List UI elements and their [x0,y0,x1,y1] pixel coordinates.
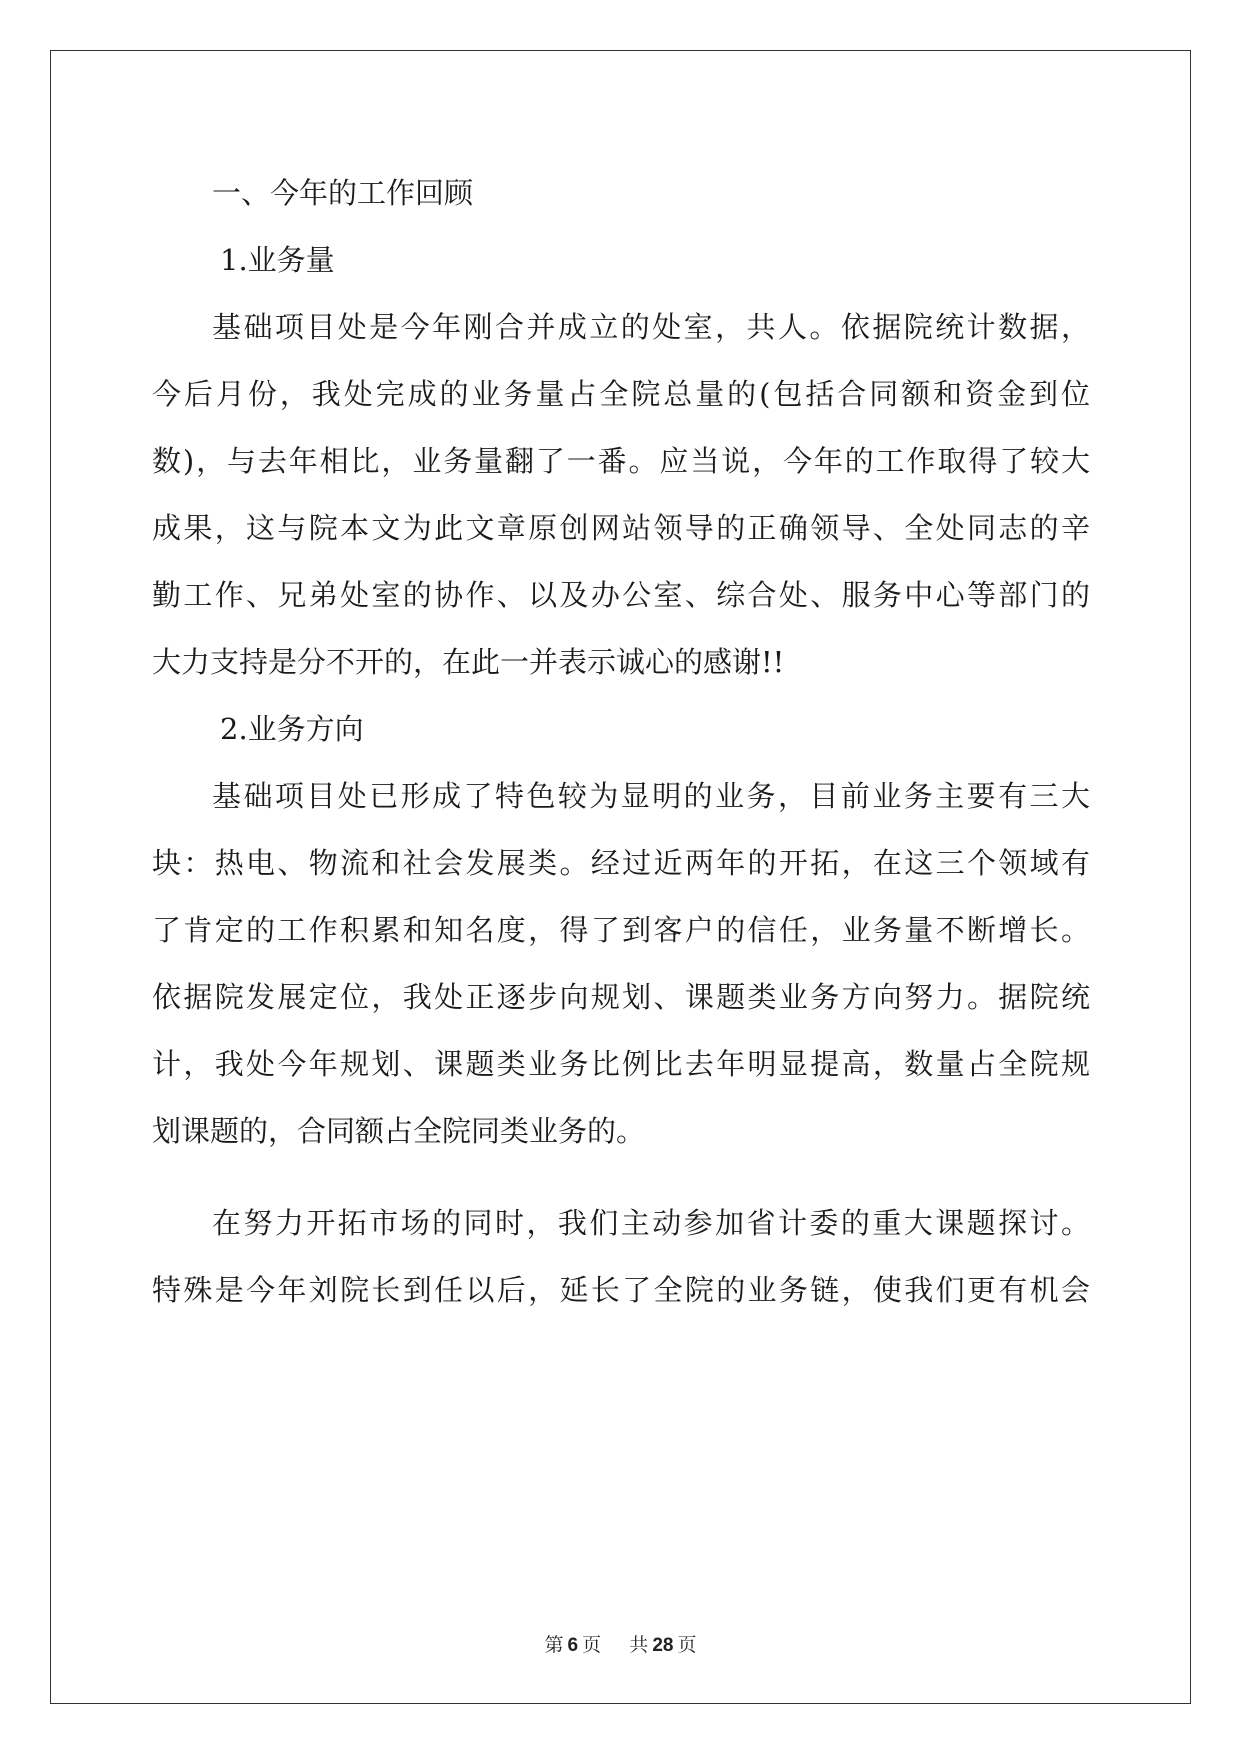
paragraph-line: 计，我处今年规划、课题类业务比例比去年明显提高，数量占全院规 [152,1047,1090,1081]
subsection-heading: 2.业务方向 [220,712,364,746]
total-pages: 28 [652,1635,674,1656]
total-suffix: 页 [677,1634,697,1656]
paragraph-line: 勤工作、兄弟处室的协作、以及办公室、综合处、服务中心等部门的 [152,578,1090,612]
paragraph-line: 数)，与去年相比，业务量翻了一番。应当说，今年的工作取得了较大 [152,444,1090,478]
page-suffix: 页 [582,1634,602,1656]
paragraph-line: 基础项目处已形成了特色较为显明的业务，目前业务主要有三大 [212,779,1090,813]
paragraph-line: 大力支持是分不开的，在此一并表示诚心的感谢!! [152,645,785,679]
subsection-heading: 1.业务量 [220,243,335,277]
paragraph-line: 划课题的，合同额占全院同类业务的。 [152,1114,646,1148]
paragraph-line: 特殊是今年刘院长到任以后，延长了全院的业务链，使我们更有机会 [152,1273,1090,1307]
total-prefix: 共 [629,1634,649,1656]
paragraph-gap [152,1165,1090,1190]
paragraph-line: 基础项目处是今年刚合并成立的处室，共人。依据院统计数据， [212,310,1090,344]
paragraph-line: 了肯定的工作积累和知名度，得了到客户的信任，业务量不断增长。 [152,913,1090,947]
page-prefix: 第 [544,1634,564,1656]
paragraph-line: 今后月份，我处完成的业务量占全院总量的(包括合同额和资金到位 [152,377,1090,411]
paragraph-line: 依据院发展定位，我处正逐步向规划、课题类业务方向努力。据院统 [152,980,1090,1014]
document-body [152,160,1090,1324]
paragraph-line: 成果，这与院本文为此文章原创网站领导的正确领导、全处同志的辛 [152,511,1090,545]
paragraph-line: 块：热电、物流和社会发展类。经过近两年的开拓，在这三个领域有 [152,846,1090,880]
section-heading: 一、今年的工作回顾 [212,176,474,210]
page-number: 6 [567,1635,579,1656]
paragraph-line: 在努力开拓市场的同时，我们主动参加省计委的重大课题探讨。 [212,1206,1090,1240]
page-footer [0,1630,1241,1657]
